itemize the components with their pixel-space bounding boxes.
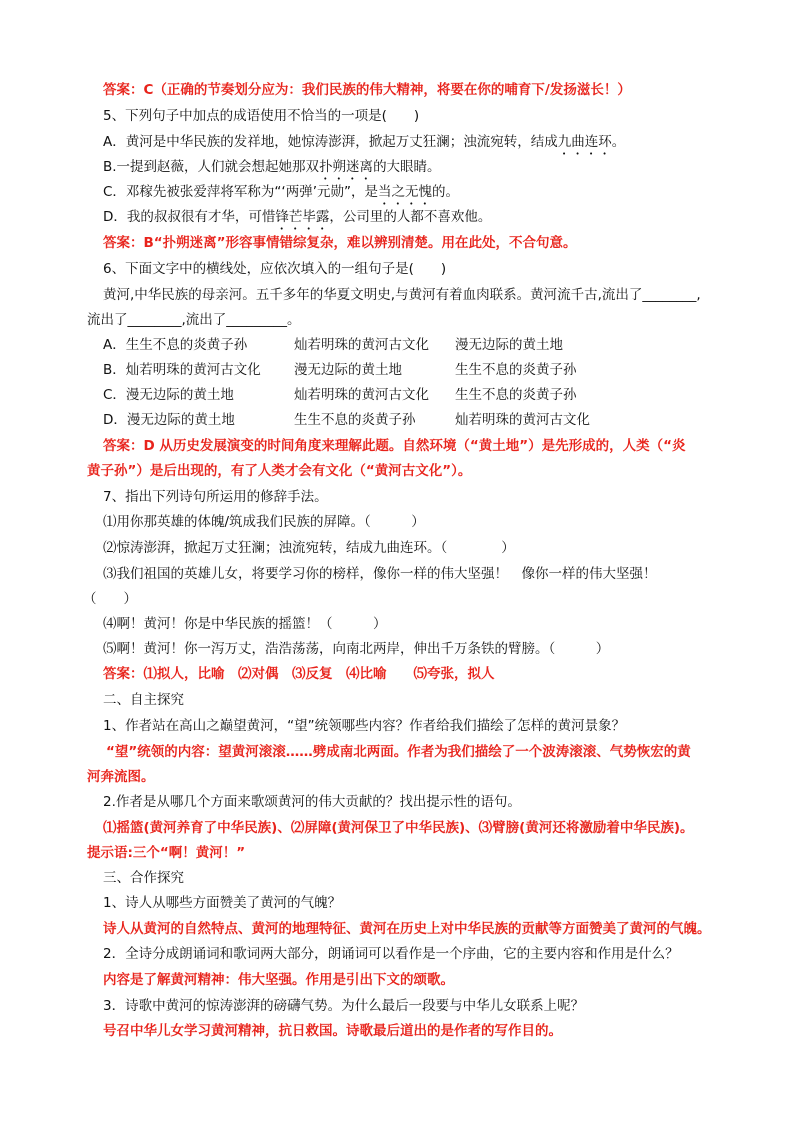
question-7-item-3: ⑶我们祖国的英雄儿女，将要学习你的榜样，像你一样的伟大坚强！ 像你一样的伟大坚强！	[103, 566, 657, 582]
question-7: 7、指出下列诗句所运用的修辞手法。	[103, 489, 328, 505]
option-text: 的。	[432, 184, 459, 200]
question-7-item-4: ⑷啊！黄河！你是中华民族的摇篮！（ ）	[103, 616, 387, 632]
option-text: 的大眼睛。	[373, 159, 441, 175]
question-7-item-2: ⑵惊涛澎湃，掀起万丈狂澜；浊流宛转，结成九曲连环。（ ）	[103, 540, 515, 556]
section-2-answer-2-line-2: 提示语:三个“啊！黄河！”	[87, 845, 246, 861]
section-3-answer-3: 号召中华儿女学习黄河精神，抗日救国。诗歌最后道出的是作者的写作目的。	[103, 1023, 562, 1039]
question-6-passage-1: 黄河,中华民族的母亲河。五千多年的华夏文明史,与黄河有着血肉联系。黄河流千古,流出了________,	[103, 287, 701, 303]
dotted-idiom: 当之无愧	[378, 184, 432, 200]
question-6: 6、下面文字中的横线处，应依次填入的一组句子是( )	[103, 261, 447, 277]
section-3-question-3: 3．诗歌中黄河的惊涛澎湃的磅礴气势。为什么最后一段要与中华儿女联系上呢？	[103, 998, 585, 1014]
answer-4: 答案：C（正确的节奏划分应为：我们民族的伟大精神，将要在你的哺育下/发扬滋长！）	[103, 82, 631, 98]
option-text: B.一提到赵薇，人们就会想起她那双	[103, 159, 320, 175]
answer-7: 答案：⑴拟人，比喻 ⑵对偶 ⑶反复 ⑷比喻 ⑸夸张，拟人	[103, 666, 495, 682]
question-5-option-d	[103, 207, 491, 233]
option-col-2: 灿若明珠的黄河古文化	[294, 337, 429, 353]
question-7-item-1: ⑴用你那英雄的体魄/筑成我们民族的屏障。（ ）	[103, 514, 425, 530]
section-2-answer-1-line-1: “望”统领的内容：望黄河滚滚……劈成南北两面。作者为我们描绘了一个波涛滚滚、气势恢宏的黄	[106, 744, 691, 760]
option-text: D．我的叔叔很有才华，可惜	[103, 209, 276, 225]
option-col-3: 生生不息的炎黄子孙	[455, 387, 577, 403]
option-col-1: B．灿若明珠的黄河古文化	[103, 362, 261, 378]
option-col-1: D．漫无边际的黄土地	[103, 412, 235, 428]
dotted-idiom: 九曲连环	[557, 134, 612, 150]
question-5-option-c	[103, 182, 459, 208]
section-3-answer-1: 诗人从黄河的自然特点、黄河的地理特征、黄河在历史上对中华民族的贡献等方面赞美了黄河的气魄。	[103, 921, 711, 937]
answer-6-line-1: 答案：D 从历史发展演变的时间角度来理解此题。自然环境（“黄土地”）是先形成的，人类（“炎	[103, 438, 686, 454]
dotted-idiom: 锋芒毕露	[275, 209, 330, 225]
section-3-question-1: 1、诗人从哪些方面赞美了黄河的气魄？	[103, 895, 342, 911]
option-col-1: A．生生不息的炎黄子孙	[103, 337, 248, 353]
option-col-2: 漫无边际的黄土地	[294, 362, 402, 378]
option-text: C．邓稼先被张爱萍将军称为“‘两弹’元勋”，是	[103, 184, 378, 200]
option-col-1: C．漫无边际的黄土地	[103, 387, 234, 403]
question-5-option-a	[103, 132, 625, 158]
section-2-answer-2-line-1: ⑴摇篮(黄河养育了中华民族)、⑵屏障(黄河保卫了中华民族)、⑶臂膀(黄河还将激励着中华民族)。	[103, 820, 694, 836]
section-2-answer-1-line-2: 河奔流图。	[87, 769, 155, 785]
option-col-3: 生生不息的炎黄子孙	[455, 362, 577, 378]
option-col-3: 漫无边际的黄土地	[455, 337, 563, 353]
section-2-question-2: 2.作者是从哪几个方面来歌颂黄河的伟大贡献的？找出提示性的语句。	[103, 794, 521, 810]
section-2-question-1: 1、作者站在高山之巅望黄河，“望”统领哪些内容？作者给我们描绘了怎样的黄河景象？	[103, 718, 626, 734]
section-3-heading: 三、合作探究	[103, 870, 184, 886]
question-6-passage-2: 流出了________,流出了_________。	[87, 312, 301, 328]
dotted-idiom: 扑朔迷离	[319, 159, 374, 175]
answer-6-line-2: 黄子孙”）是后出现的，有了人类才会有文化（“黄河古文化”）。	[87, 463, 472, 479]
section-2-heading: 二、自主探究	[103, 692, 184, 708]
option-text: ，公司里的人都不喜欢他。	[329, 209, 492, 225]
question-7-item-3-blank: （ ）	[83, 591, 137, 607]
section-3-question-2: 2．全诗分成朗诵词和歌词两大部分，朗诵词可以看作是一个序曲，它的主要内容和作用是什么？	[103, 946, 679, 962]
option-col-3: 灿若明珠的黄河古文化	[455, 412, 590, 428]
option-text: 。	[611, 134, 626, 150]
section-3-answer-2: 内容是了解黄河精神：伟大坚强。作用是引出下文的颂歌。	[103, 972, 454, 988]
option-text: A．黄河是中华民族的发祥地，她惊涛澎湃，掀起万丈狂澜；浊流宛转，结成	[103, 134, 558, 150]
answer-5: 答案：B“扑朔迷离”形容事情错综复杂，难以辨别清楚。用在此处，不合句意。	[103, 235, 577, 251]
question-7-item-5: ⑸啊！黄河！你一泻万丈，浩浩荡荡，向南北两岸，伸出千万条铁的臂膀。（ ）	[103, 641, 610, 657]
option-col-2: 灿若明珠的黄河古文化	[294, 387, 429, 403]
option-col-2: 生生不息的炎黄子孙	[294, 412, 416, 428]
question-5: 5、下列句子中加点的成语使用不恰当的一项是( )	[103, 108, 420, 124]
question-5-option-b	[103, 157, 441, 183]
